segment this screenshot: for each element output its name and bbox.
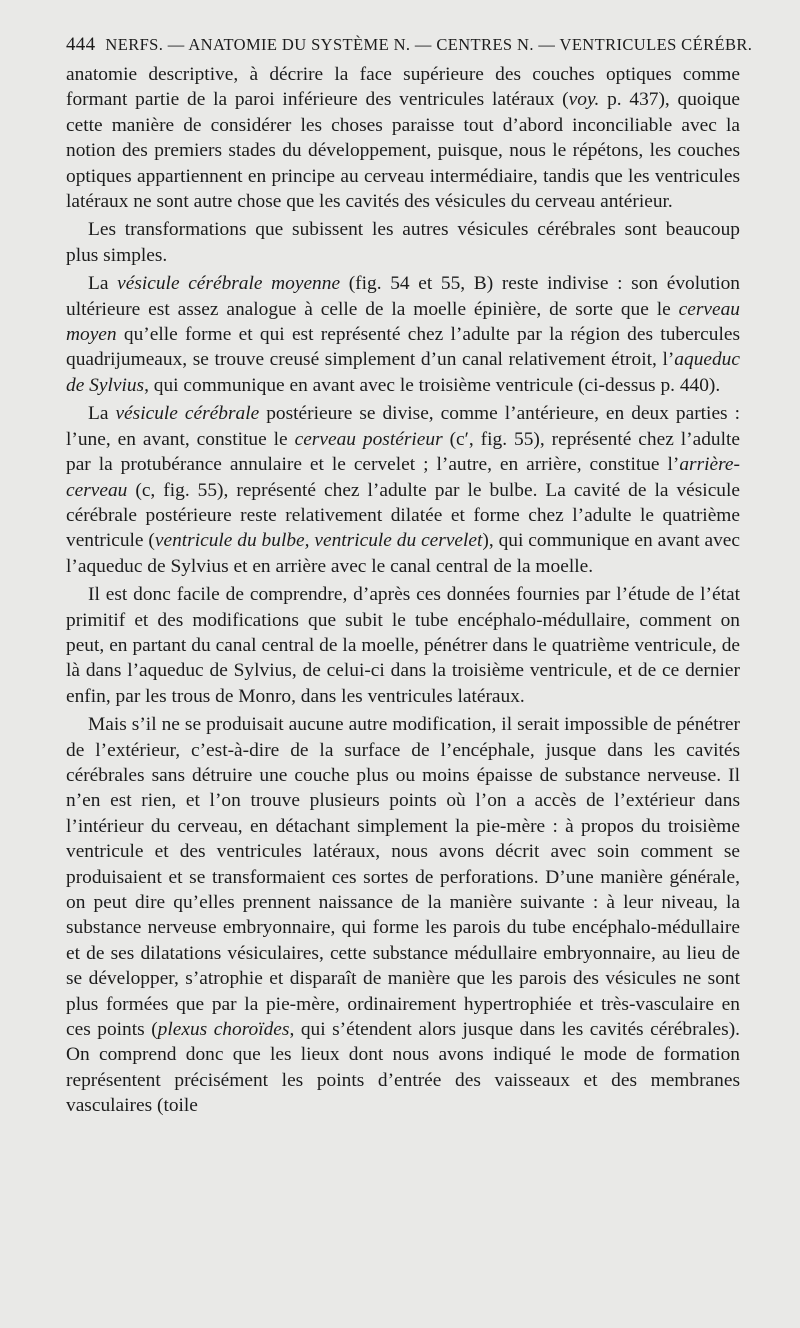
text-run: qu’elle forme et qui est représenté chez l’adulte par la région des tubercules quadrijumeaux, se trouve creusé simplement d’un canal relativement étroit, l’ xyxy=(66,324,740,371)
running-title: NERFS. — ANATOMIE DU SYSTÈME N. — CENTRES N. — VENTRICULES CÉRÉBR. xyxy=(105,35,753,54)
text-run: , qui communique en avant avec le troisième ventricule (ci-dessus p. 440). xyxy=(144,374,721,396)
text-run: anatomie descriptive, à décrire la face supérieure des couches optiques comme formant partie de la paroi inférieure des ventricules latéraux ( xyxy=(66,64,740,111)
text-run: Les transformations que subissent les autres vésicules cérébrales sont beaucoup plus simples. xyxy=(66,219,740,266)
paragraph xyxy=(66,712,740,1119)
text-run: (fig. 54 et 55, B) reste indivise : son évolution ultérieure est assez analogue à celle de la moelle épinière, de sorte que le xyxy=(66,273,740,320)
text-run: (c′, fig. 55), représenté chez l’adulte par la protubérance annulaire et le cervelet ; l’autre, en arrière, constitue l’ xyxy=(66,428,740,476)
text-run: La xyxy=(88,273,118,295)
paragraph xyxy=(66,582,740,709)
paragraph xyxy=(66,62,740,214)
text-run: Mais s’il ne se produisait aucune autre modification, il serait impossible de pénétrer de l’extérieur, c’est-à-dire de la surface de l’encéphale, jusque dans les cavités cérébrales sans détruire une couche plus ou moins épaisse de substance nerveuse. Il n’en est rien, et l’on trouve plusieurs points où l’on a accès de l’extérieur dans l’intérieur du cerveau, en détachant simplement la pie-mère : à propos du troisième ventricule et des ventricules latéraux, nous avons décrit avec soin comment se produisaient et se transformaient ces sortes de perforations. D’une manière générale, on peut dire qu’elles prennent naissance de la manière suivante : à leur niveau, la substance nerveuse embryonnaire, qui forme les parois du tube encéphalo-médullaire et de ses dilatations vésiculaires, cette substance médullaire embryonnaire, au lieu de se développer, s’atrophie et disparaît de manière que les parois des vésicules ne sont plus formées que par la pie-mère, ordinairement hypertrophiée et très-vasculaire en ces points ( xyxy=(66,714,740,1041)
italic-term: vésicule cérébrale moyenne xyxy=(117,273,341,295)
text-run: (c, fig. 55), représenté chez l’adulte par le bulbe. La cavité de la vésicule cérébrale postérieure reste relativement dilatée et forme chez l’adulte le quatrième ventricule ( xyxy=(66,479,740,552)
text-run: ), qui communique en avant avec l’aqueduc de Sylvius et en arrière avec le canal central de la moelle. xyxy=(66,530,740,577)
text-run: postérieure se divise, comme l’antérieure, en deux parties : l’une, en avant, constitue le xyxy=(66,403,740,450)
text-run: , qui s’étendent alors jusque dans les cavités cérébrales). On comprend donc que les lieux dont nous avons indiqué le mode de formation représentent précisément les points d’entrée des vaisseaux et des membranes vasculaires (toile xyxy=(66,1019,740,1117)
italic-term: voy. xyxy=(568,89,600,111)
text-run: p. 437), quoique cette manière de considérer les choses paraisse tout d’abord inconciliable avec la notion des premiers stades du développement, puisque, nous le répétons, les couches optiques appartiennent en principe au cerveau intermédiaire, tandis que les ventricules latéraux ne sont autre chose que les cavités des vésicules du cerveau antérieur. xyxy=(66,89,740,213)
italic-term: plexus choroïdes xyxy=(157,1019,290,1041)
paragraph xyxy=(66,217,740,268)
italic-term: ventricule du bulbe, ventricule du cervelet xyxy=(154,530,483,552)
paragraph xyxy=(66,401,740,579)
italic-term: aqueduc de Sylvius xyxy=(66,349,740,396)
running-head xyxy=(66,34,753,56)
italic-term: arrière-cerveau xyxy=(66,454,740,501)
page-number: 444 xyxy=(66,34,96,55)
paragraph xyxy=(66,271,740,398)
italic-term: cerveau moyen xyxy=(66,298,740,346)
text-run: Il est donc facile de comprendre, d’après ces données fournies par l’étude de l’état primitif et des modifications que subit le tube encéphalo-médullaire, comment on peut, en partant du canal central de la moelle, pénétrer dans le quatrième ventricule, de là dans l’aqueduc de Sylvius, de celui-ci dans la troisième ventricule, et de ce dernier enfin, par les trous de Monro, dans les ventricules latéraux. xyxy=(66,584,740,707)
body-text xyxy=(66,62,740,1119)
italic-term: vésicule cérébrale xyxy=(115,403,260,425)
italic-term: cerveau postérieur xyxy=(294,428,443,450)
text-run: La xyxy=(88,403,116,425)
